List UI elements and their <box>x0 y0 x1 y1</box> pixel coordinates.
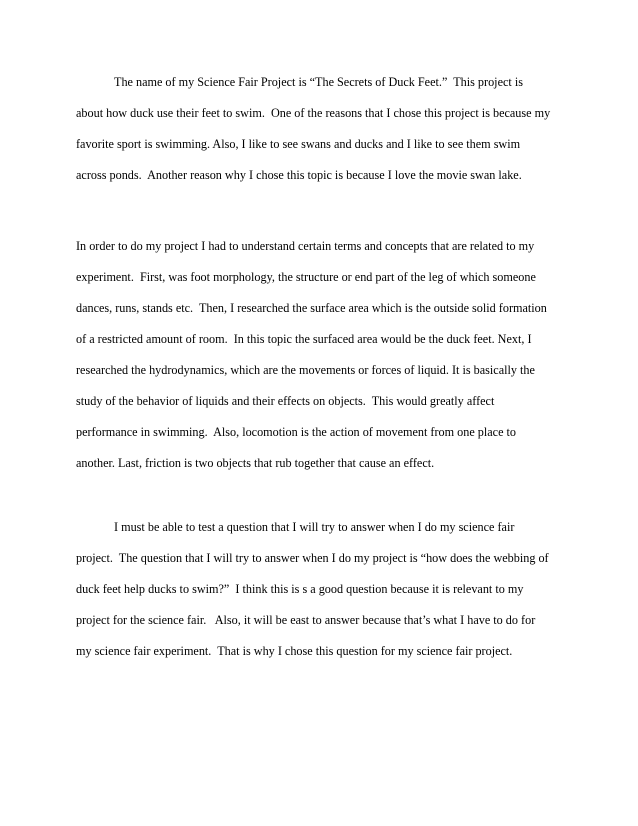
paragraph-1-line-1: The name of my Science Fair Project is “The Secrets of Duck Feet.” This project is <box>114 75 523 89</box>
paragraph-1-line-4: across ponds. Another reason why I chose this topic is because I love the movie swan lake. <box>76 168 522 182</box>
paragraph-3-line-1: I must be able to test a question that I will try to answer when I do my science fair <box>114 520 515 534</box>
paragraph-2-line-6: study of the behavior of liquids and their effects on objects. This would greatly affect <box>76 394 495 408</box>
paragraph-2-line-4: of a restricted amount of room. In this topic the surfaced area would be the duck feet. Next, I <box>76 332 532 346</box>
paragraph-1-line-2: about how duck use their feet to swim. One of the reasons that I chose this project is because my <box>76 106 551 120</box>
paragraph-2-line-3: dances, runs, stands etc. Then, I researched the surface area which is the outside solid formation <box>76 301 547 315</box>
paragraph-2-line-7: performance in swimming. Also, locomotion is the action of movement from one place to <box>76 425 517 439</box>
paragraph-2-line-5: researched the hydrodynamics, which are the movements or forces of liquid. It is basically the <box>76 363 535 377</box>
paragraph-3-line-4: project for the science fair. Also, it will be east to answer because that’s what I have to do for <box>76 613 536 627</box>
paragraph-2-line-8: another. Last, friction is two objects that rub together that cause an effect. <box>76 456 435 470</box>
paragraph-2-line-2: experiment. First, was foot morphology, the structure or end part of the leg of which someone <box>76 270 536 284</box>
paragraph-3-line-2: project. The question that I will try to answer when I do my project is “how does the webbing of <box>76 551 549 565</box>
paragraph-2-line-1: In order to do my project I had to understand certain terms and concepts that are related to my <box>76 239 535 253</box>
paragraph-3-line-3: duck feet help ducks to swim?” I think this is s a good question because it is relevant to my <box>76 582 524 596</box>
paragraph-1-line-3: favorite sport is swimming. Also, I like to see swans and ducks and I like to see them swim <box>76 137 521 151</box>
paragraph-3-line-5: my science fair experiment. That is why I chose this question for my science fair project. <box>76 644 513 658</box>
